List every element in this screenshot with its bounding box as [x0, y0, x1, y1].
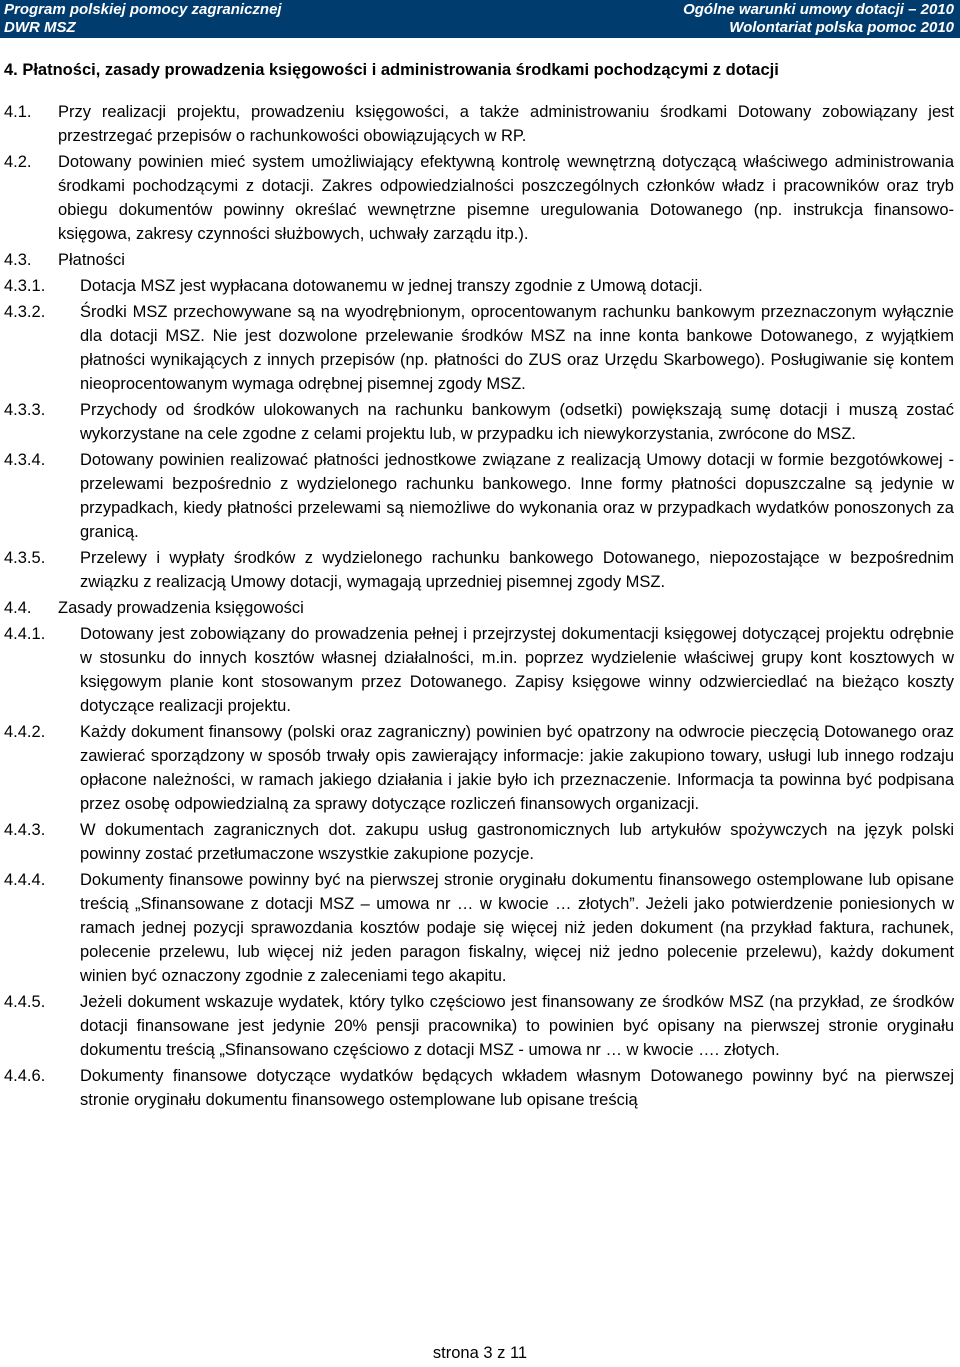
- paragraph-4-1: [4, 100, 954, 148]
- paragraph-number: 4.4.3.: [4, 821, 46, 839]
- header-document-title: Ogólne warunki umowy dotacji – 2010: [683, 1, 954, 18]
- paragraph-4-3-1: [4, 274, 954, 298]
- paragraph-number: 4.4.4.: [4, 871, 46, 889]
- paragraph-4-4-4: [4, 868, 954, 988]
- paragraph-text: Przelewy i wypłaty środków z wydzielonego rachunku bankowego Dotowanego, niepozostające w bezpośrednim związku z realizacją Umowy dotacji, wymagają uprzedniej pisemnej zgody MSZ.: [80, 549, 954, 591]
- header-program-title: Program polskiej pomocy zagranicznej: [4, 1, 282, 18]
- paragraph-text: Jeżeli dokument wskazuje wydatek, który tylko częściowo jest finansowany ze środków MSZ (na przykład, ze środków dotacji finansowane jest jedynie 20% pensji pracownika) to powinien być opisany na pierwszej stronie oryginału dokumentu treścią „Sfinansowano częściowo z dotacji MSZ - umowa nr … w kwocie …. złotych.: [80, 993, 954, 1059]
- header-left: [4, 1, 282, 37]
- header-right: [683, 1, 954, 37]
- paragraph-4-3-2: [4, 300, 954, 396]
- subsection-4-3-heading: [4, 248, 954, 272]
- paragraph-4-4-1: [4, 622, 954, 718]
- paragraph-text: Dotowany powinien mieć system umożliwiający efektywną kontrolę wewnętrzną dotyczącą właściwego administrowania środkami pochodzącymi z dotacji. Zakres odpowiedzialności poszczególnych członków władz i pracowników oraz tryb obiegu dokumentów powinny określać wewnętrzne pisemne uregulowania Dotowanego (np. instrukcja finansowo-księgowa, zakresy czynności służbowych, uchwały zarządu itp.).: [58, 153, 954, 243]
- paragraph-4-3-5: [4, 546, 954, 594]
- subsection-heading: Zasady prowadzenia księgowości: [58, 599, 304, 617]
- paragraph-number: 4.3.5.: [4, 549, 46, 567]
- paragraph-text: Dokumenty finansowe dotyczące wydatków będących wkładem własnym Dotowanego powinny być na pierwszej stronie oryginału dokumentu finansowego ostemplowane lub opisane treścią: [80, 1067, 954, 1109]
- paragraph-text: Dotowany powinien realizować płatności jednostkowe związane z realizacją Umowy dotacji w formie bezgotówkowej - przelewami bezpośrednio z wydzielonego rachunku bankowego. Inne formy płatności dopuszczalne są jedynie w przypadkach, kiedy płatności przelewami są niemożliwe do wykonania oraz w przypadkach wydatków ponoszonych za granicą.: [80, 451, 954, 541]
- subsection-4-4-heading: [4, 596, 954, 620]
- page-number: strona 3 z 11: [432, 1344, 528, 1362]
- paragraph-number: 4.3.4.: [4, 451, 46, 469]
- paragraph-number: 4.2.: [4, 153, 32, 171]
- paragraph-text: Dotowany jest zobowiązany do prowadzenia pełnej i przejrzystej dokumentacji księgowej dotyczącej projektu odrębnie w stosunku do innych kosztów własnej działalności, m.in. poprzez wydzielenie właściwej grupy kont kosztowych w księgowym planie kont stosowanym przez Dotowanego. Zapisy księgowe winny odzwierciedlać na bieżąco koszty dotyczące realizacji projektu.: [80, 625, 954, 715]
- paragraph-4-3-4: [4, 448, 954, 544]
- document-body: [4, 58, 954, 1112]
- subsection-heading: Płatności: [58, 251, 125, 269]
- paragraph-number: 4.3.: [4, 251, 32, 269]
- paragraph-number: 4.4.5.: [4, 993, 46, 1011]
- paragraph-4-4-6: [4, 1064, 954, 1112]
- paragraph-text: Dokumenty finansowe powinny być na pierwszej stronie oryginału dokumentu finansowego ostemplowane lub opisane treścią „Sfinansowane z dotacji MSZ – umowa nr … w kwocie … złotych”. Jeżeli jako potwierdzenie poniesionych w ramach jednej pozycji sprawozdania kosztów podaje się więcej niż jeden dokument (na przykład faktura, rachunek, polecenie przelewu, lub więcej niż jeden paragon fiskalny, więcej niż jedno polecenie przelewu), każdy dokument winien być oznaczony zgodnie z zaleceniami tego akapitu.: [80, 871, 954, 985]
- paragraph-number: 4.4.1.: [4, 625, 46, 643]
- paragraph-text: Przy realizacji projektu, prowadzeniu księgowości, a także administrowaniu środkami Dotowany zobowiązany jest przestrzegać przepisów o rachunkowości obowiązujących w RP.: [58, 103, 954, 145]
- header-department: DWR MSZ: [4, 19, 76, 36]
- paragraph-number: 4.4.6.: [4, 1067, 46, 1085]
- paragraph-text: Dotacja MSZ jest wypłacana dotowanemu w jednej transzy zgodnie z Umową dotacji.: [80, 277, 703, 295]
- paragraph-number: 4.4.: [4, 599, 32, 617]
- paragraph-number: 4.3.1.: [4, 277, 46, 295]
- paragraph-number: 4.1.: [4, 103, 32, 121]
- paragraph-text: Każdy dokument finansowy (polski oraz zagraniczny) powinien być opatrzony na odwrocie pieczęcią Dotowanego oraz zawierać sporządzony w sposób trwały opis zawierający informacje: jakie zakupiono towary, usługi lub innego rodzaju opłacone należności, w ramach jakiego działania i jakie było ich przeznaczenie. Informacja ta powinna być podpisana przez osobę odpowiedzialną za sprawy dotyczące rozliczeń finansowych organizacji.: [80, 723, 954, 813]
- paragraph-text: Środki MSZ przechowywane są na wyodrębnionym, oprocentowanym rachunku bankowym przeznaczonym wyłącznie dla dotacji MSZ. Nie jest dozwolone przelewanie środków MSZ na inne konta bankowe Dotowanego, z wyjątkiem płatności wynikających z innych przepisów (np. płatności do ZUS oraz Urzędu Skarbowego). Posługiwanie się kontem nieoprocentowanym wymaga odrębnej pisemnej zgody MSZ.: [80, 303, 954, 393]
- paragraph-number: 4.3.2.: [4, 303, 46, 321]
- paragraph-text: W dokumentach zagranicznych dot. zakupu usług gastronomicznych lub artykułów spożywczych na język polski powinny zostać przetłumaczone wszystkie zakupione pozycje.: [80, 821, 954, 863]
- paragraph-4-4-5: [4, 990, 954, 1062]
- paragraph-4-4-2: [4, 720, 954, 816]
- paragraph-4-2: [4, 150, 954, 246]
- paragraph-text: Przychody od środków ulokowanych na rachunku bankowym (odsetki) powiększają sumę dotacji i muszą zostać wykorzystane na cele zgodne z celami projektu lub, w przypadku ich niewykorzystania, zwrócone do MSZ.: [80, 401, 954, 443]
- section-title: 4. Płatności, zasady prowadzenia księgowości i administrowania środkami pochodzącymi z dotacji: [4, 61, 779, 79]
- page-header: [0, 0, 960, 38]
- header-program-name: Wolontariat polska pomoc 2010: [729, 19, 954, 36]
- paragraph-number: 4.3.3.: [4, 401, 46, 419]
- paragraph-4-4-3: [4, 818, 954, 866]
- paragraph-4-3-3: [4, 398, 954, 446]
- paragraph-number: 4.4.2.: [4, 723, 46, 741]
